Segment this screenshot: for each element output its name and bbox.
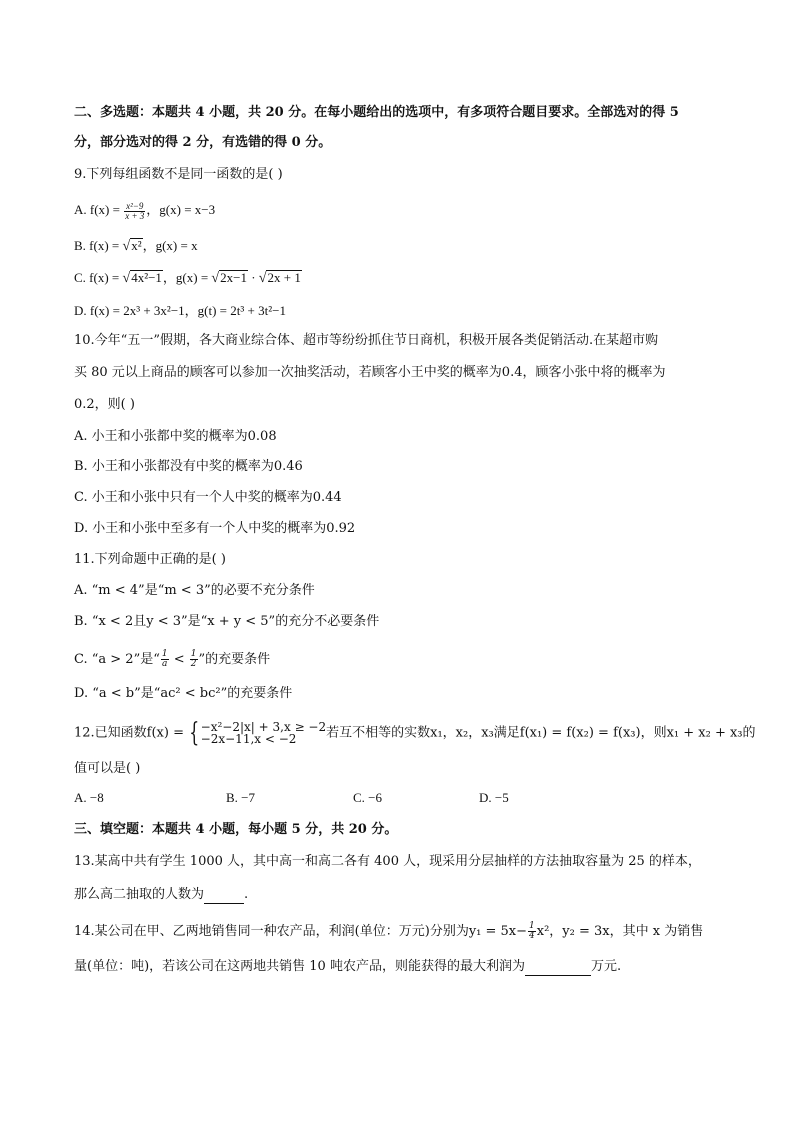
sqrt-icon: √ [122,239,131,254]
q12-case1: −x²−2|x| + 3,x ≥ −2 [200,720,327,734]
q11-option-c [74,650,270,669]
q14-frac-den: 4 [529,931,535,941]
q9-b-radicand: x² [131,238,142,253]
q11-c-lt: < [169,652,189,667]
brace-icon: { [189,718,200,748]
q12-piecewise-cases [201,721,326,745]
q12-option-b: B. −7 [226,790,256,805]
section3-title: 三、填空题：本题共 4 小题，每小题 5 分，共 20 分。 [74,822,398,837]
q10-line2: 买 80 元以上商品的顾客可以参加一次抽奖活动，若顾客小王中奖的概率为0.4，顾客小张中将的概率为 [74,365,666,380]
q11-option-d: D. “a < b”是“ac² < bc²”的充要条件 [74,686,293,701]
q9-c-mid: ，g(x) = [162,270,212,285]
q12-prefix: 12.已知函数f(x) = [74,725,189,741]
q14-prefix: 14.某公司在甲、乙两地销售同一种农产品，利润(单位：万元)分别为y₁ = 5x− [74,924,528,939]
q10-option-d: D. 小王和小张中至多有一个人中奖的概率为0.92 [74,521,356,536]
q13-line2-text: 那么高二抽取的人数为 [74,887,205,902]
sqrt-icon: √ [122,271,131,286]
q9-c-radicand3: 2x + 1 [267,270,301,285]
q10-line1: 10.今年“五一”假期，各大商业综合体、超市等纷纷抓住节日商机，积极开展各类促销活动.在某超市购 [74,333,659,348]
q9-b-suffix: ，g(x) = x [142,238,198,253]
q9-option-c [74,269,302,288]
q14-line2-end: 万元. [590,959,622,974]
q11-c-fraction1 [161,650,169,669]
q9-c-prefix: C. f(x) = [74,270,123,285]
q14-answer-blank [525,957,591,976]
q12-case2: −2x−11,x < −2 [200,732,297,746]
q11-option-a: A. “m < 4”是“m < 3”的必要不充分条件 [74,583,315,598]
q14-line2-text: 量(单位：吨)，若该公司在这两地共销售 10 吨农产品，则能获得的最大利润为 [74,959,525,974]
q13-answer-blank [204,885,244,904]
q9-a-prefix: A. f(x) = [74,202,124,217]
q12-line1 [74,720,756,746]
q14-line2 [74,957,621,976]
q11-c-suffix: ”的充要条件 [198,652,271,667]
q13-line2 [74,885,248,904]
sqrt-icon: √ [258,271,267,286]
q13-line2-end: . [244,887,249,902]
q9-a-suffix: ，g(x) = x−3 [146,202,216,217]
q11-c-den1: a [162,659,168,669]
q14-frac-num: 1 [529,921,535,931]
q11-stem: 11.下列命题中正确的是( ) [74,552,226,567]
q14-mid: x²，y₂ = 3x，其中 x 为销售 [536,924,704,939]
section2-instruction-line2: 分，部分选对的得 2 分，有选错的得 0 分。 [74,135,332,150]
q9-c-radicand1: 4x²−1 [131,270,162,285]
q14-fraction [528,922,536,941]
q9-option-d: D. f(x) = 2x³ + 3x²−1，g(t) = 2t³ + 3t²−1 [74,303,286,318]
q13-line1: 13.某高中共有学生 1000 人，其中高一和高二各有 400 人，现采用分层抽样的方法抽取容量为 25 的样本， [74,854,701,869]
q9-c-dot: · [247,270,259,285]
q9-c-radicand2: 2x−1 [220,270,247,285]
q9-a-denominator: x + 3 [125,210,145,221]
q9-b-prefix: B. f(x) = [74,238,123,253]
q11-option-b: B. “x < 2且y < 3”是“x + y < 5”的充分不必要条件 [74,614,380,629]
q9-option-b [74,237,198,256]
q11-c-num1: 1 [161,649,168,659]
q12-option-c: C. −6 [353,790,383,805]
q9-a-fraction [124,202,145,221]
q11-c-fraction2 [190,650,198,669]
q9-a-numerator: x²−9 [126,200,144,211]
sqrt-icon: √ [211,271,220,286]
q9-option-a [74,201,215,221]
q10-option-b: B. 小王和小张都没有中奖的概率为0.46 [74,459,303,474]
q10-option-c: C. 小王和小张中只有一个人中奖的概率为0.44 [74,490,342,505]
q12-option-d: D. −5 [479,790,509,805]
q11-c-num2: 1 [190,649,197,659]
q9-stem: 9.下列每组函数不是同一函数的是( ) [74,167,283,182]
q10-line3: 0.2，则( ) [74,397,135,412]
q12-suffix: 若互不相等的实数x₁，x₂，x₃满足f(x₁) = f(x₂) = f(x₃)，则x₁ + x₂ + x₃的 [326,725,756,741]
q10-option-a: A. 小王和小张都中奖的概率为0.08 [74,429,277,444]
q11-c-den2: 2 [190,659,197,669]
q11-c-prefix: C. “a > 2”是“ [74,652,160,667]
q14-line1 [74,922,703,941]
q12-line2: 值可以是( ) [74,761,141,776]
section2-instruction-line1: 二、多选题：本题共 4 小题，共 20 分。在每小题给出的选项中，有多项符合题目要求。全部选对的得 5 [74,105,679,120]
q12-option-a: A. −8 [74,790,104,805]
